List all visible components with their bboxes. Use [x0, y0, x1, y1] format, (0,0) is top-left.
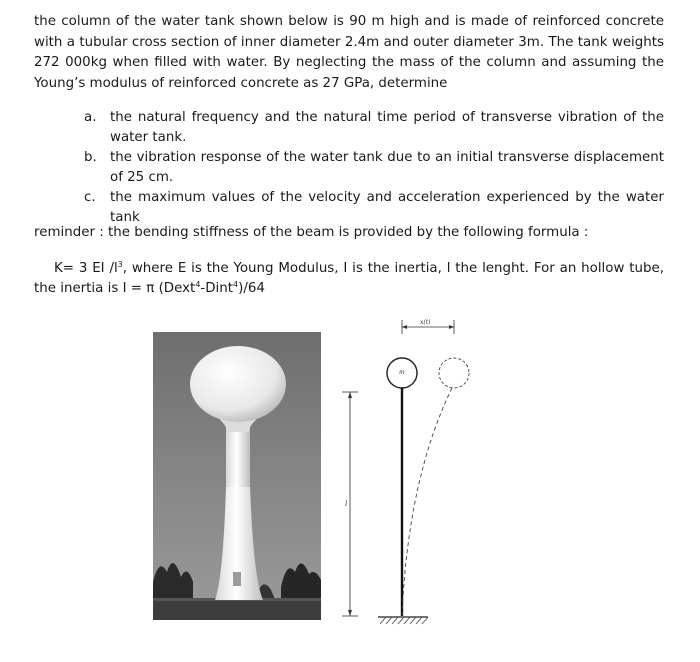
formula-exp: 4 [233, 280, 239, 289]
question-list [84, 108, 664, 228]
problem-statement: the column of the water tank shown below is 90 m high and is made of reinforced concrete with a tubular cross section of inner diameter 2.4m and outer diameter 3m. The tank weights 272 000kg when filled with water. By neglecting the mass of the column and assuming the Young’s modulus of reinforced concrete as 27 GPa, determine [34, 14, 664, 91]
deflected-column [402, 388, 452, 616]
item-label: a. [84, 110, 97, 125]
mass-label: m [399, 369, 405, 376]
formula-end: )/64 [238, 281, 265, 296]
length-label: l [345, 500, 348, 508]
deflected-mass [439, 358, 469, 388]
cantilever-diagram [330, 308, 500, 638]
formula-dint: -Dint [200, 281, 234, 296]
ground-hatch [380, 617, 428, 624]
formula-pi: π [146, 281, 155, 296]
stiffness-formula [34, 259, 664, 299]
formula-desc: , where E is the Young Modulus, I is the inertia, l the lenght. For an hollow tube, the inertia is I = [34, 261, 664, 296]
list-item [84, 188, 664, 228]
item-text: the maximum values of the velocity and acceleration experienced by the water tank [110, 190, 664, 225]
list-item [84, 148, 664, 188]
displacement-label: x(t) [420, 319, 431, 326]
formula-dext: (Dext [154, 281, 196, 296]
list-item [84, 108, 664, 148]
item-text: the vibration response of the water tank due to an initial transverse displacement of 25 cm. [110, 150, 664, 185]
item-label: b. [84, 150, 97, 165]
formula-k: K= 3 EI /l [54, 261, 118, 276]
water-tower-photo [153, 332, 321, 620]
formula-exp: 4 [195, 280, 201, 289]
item-label: c. [84, 190, 96, 205]
reminder-text: reminder : the bending stiffness of the beam is provided by the following formula : [34, 225, 589, 240]
item-text: the natural frequency and the natural time period of transverse vibration of the water tank. [110, 110, 664, 145]
formula-exp: 3 [117, 260, 123, 269]
